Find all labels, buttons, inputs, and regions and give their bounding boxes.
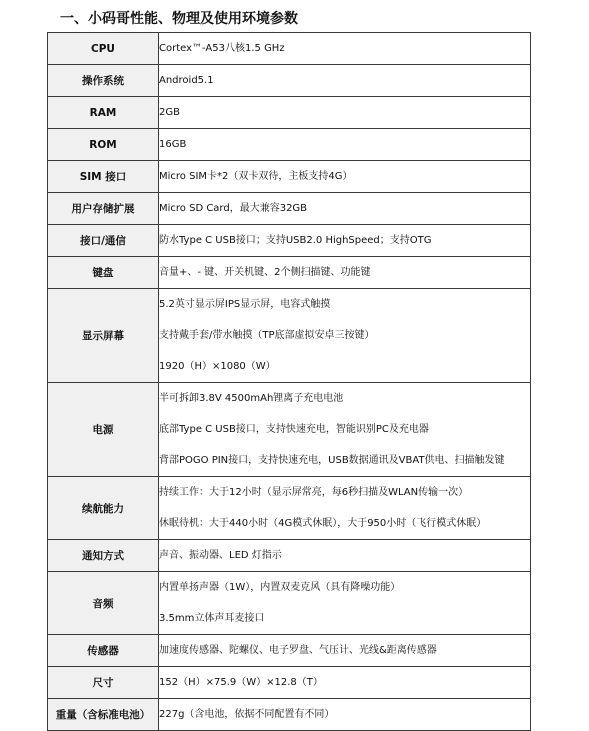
spec-value-line: 休眠待机：大于440小时（4G模式休眠），大于950小时（飞行模式休眠） [159, 518, 487, 529]
spec-row [48, 257, 531, 289]
spec-value-line: 支持戴手套/带水触摸（TP底部虚拟安卓三按键） [159, 330, 375, 341]
spec-label: 续航能力 [48, 477, 159, 540]
spec-value-line: 半可拆卸3.8V 4500mAh锂离子充电电池 [159, 393, 344, 404]
spec-value [159, 97, 531, 129]
spec-row [48, 65, 531, 97]
spec-row [48, 667, 531, 699]
spec-label: 尺寸 [48, 667, 159, 699]
spec-label: 电源 [48, 383, 159, 477]
spec-row [48, 699, 531, 731]
spec-row [48, 97, 531, 129]
spec-row [48, 572, 531, 635]
spec-value [159, 383, 531, 477]
spec-value-line: Micro SIM卡*2（双卡双待，主板支持4G） [159, 171, 353, 182]
spec-value-line: 持续工作：大于12小时（显示屏常亮，每6秒扫描及WLAN传输一次） [159, 487, 469, 498]
section-title: 一、小码哥性能、物理及使用环境参数 [60, 11, 298, 27]
spec-label: 键盘 [48, 257, 159, 289]
spec-label: 显示屏幕 [48, 289, 159, 383]
spec-value-line: 音量+、- 键、开关机键、2个侧扫描键、功能键 [159, 267, 371, 278]
spec-row [48, 477, 531, 540]
spec-value-line: 2GB [159, 107, 180, 118]
spec-value [159, 225, 531, 257]
spec-value [159, 33, 531, 65]
spec-row [48, 33, 531, 65]
spec-label: 操作系统 [48, 65, 159, 97]
spec-value [159, 635, 531, 667]
spec-label: 用户存储扩展 [48, 193, 159, 225]
spec-value [159, 477, 531, 540]
spec-label: 接口/通信 [48, 225, 159, 257]
spec-label: CPU [48, 33, 159, 65]
spec-label: SIM 接口 [48, 161, 159, 193]
spec-value [159, 65, 531, 97]
spec-label: 音频 [48, 572, 159, 635]
spec-row [48, 129, 531, 161]
spec-value [159, 572, 531, 635]
spec-value-line: 加速度传感器、陀螺仪、电子罗盘、气压计、光线&距离传感器 [159, 645, 437, 656]
spec-table [47, 32, 531, 731]
spec-value-line: 底部Type C USB接口，支持快速充电，智能识别PC及充电器 [159, 424, 429, 435]
spec-value [159, 699, 531, 731]
spec-value-line: 16GB [159, 139, 187, 150]
spec-row [48, 161, 531, 193]
spec-value-line: Cortex™-A53八核1.5 GHz [159, 43, 285, 54]
spec-value [159, 257, 531, 289]
spec-value-line: 防水Type C USB接口；支持USB2.0 HighSpeed；支持OTG [159, 235, 432, 246]
spec-label: RAM [48, 97, 159, 129]
spec-value-line: 227g（含电池，依据不同配置有不同） [159, 709, 335, 720]
spec-value-line: 1920（H）×1080（W） [159, 361, 276, 372]
spec-value [159, 540, 531, 572]
spec-value-line: Micro SD Card，最大兼容32GB [159, 203, 308, 214]
spec-value-line: 3.5mm立体声耳麦接口 [159, 613, 265, 624]
spec-value-line: 5.2英寸显示屏IPS显示屏，电容式触摸 [159, 299, 331, 310]
spec-value [159, 129, 531, 161]
spec-label: 通知方式 [48, 540, 159, 572]
spec-row [48, 225, 531, 257]
spec-label: ROM [48, 129, 159, 161]
spec-value [159, 289, 531, 383]
spec-label: 重量（含标准电池） [48, 699, 159, 731]
spec-row [48, 540, 531, 572]
spec-row [48, 635, 531, 667]
spec-row [48, 289, 531, 383]
spec-row [48, 383, 531, 477]
spec-value-line: Android5.1 [159, 75, 214, 86]
spec-label: 传感器 [48, 635, 159, 667]
spec-value-line: 内置单扬声器（1W），内置双麦克风（具有降噪功能） [159, 582, 401, 593]
spec-row [48, 193, 531, 225]
spec-value [159, 193, 531, 225]
spec-table-body [48, 33, 531, 731]
spec-value [159, 667, 531, 699]
spec-value-line: 背部POGO PIN接口，支持快速充电，USB数据通讯及VBAT供电、扫描触发键 [159, 455, 505, 466]
spec-value [159, 161, 531, 193]
spec-value-line: 152（H）×75.9（W）×12.8（T） [159, 677, 323, 688]
spec-value-line: 声音、振动器、LED 灯指示 [159, 550, 282, 561]
